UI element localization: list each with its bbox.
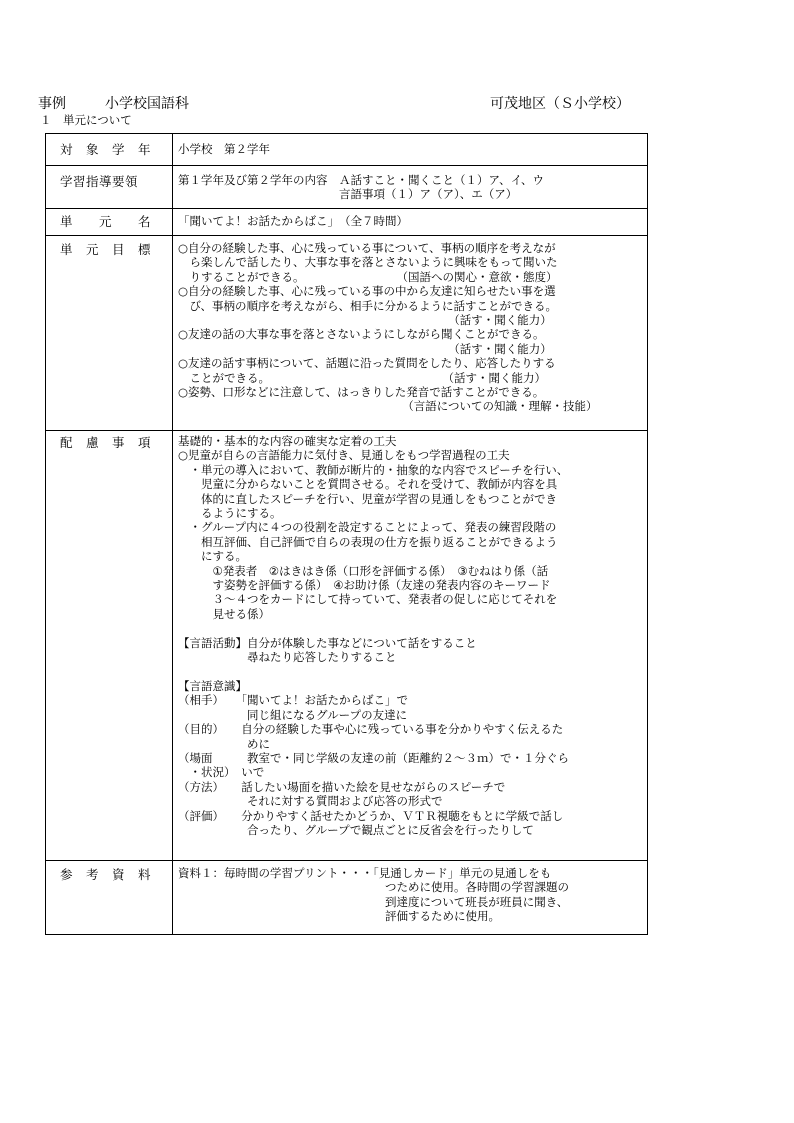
content-line: ○自分の経験した事、心に残っている事について、事柄の順序を考えなが: [178, 241, 556, 255]
table-row: [46, 166, 648, 209]
content-line: ことができる。 （話す・聞く能力）: [178, 370, 546, 385]
content-line: 到達度について班長が班員に聞き、: [178, 894, 569, 909]
content-line: 見せる係）: [178, 606, 270, 621]
table-row: [46, 431, 648, 861]
row-content-cell: [173, 209, 648, 236]
content-line: ○児童が自らの言語能力に気付き、見通しをもつ学習過程の工夫: [178, 448, 510, 463]
content-line: 言語事項（１）ア（ア）、エ（ア）: [178, 187, 518, 202]
content-line: にする。: [178, 549, 247, 564]
case-label: 事例: [38, 96, 66, 112]
row-label: 配 慮 事 項: [60, 435, 152, 450]
content-line: ３～４つをカードにして持っていて、発表者の促しに応じてそれを: [178, 592, 558, 607]
content-line: び、事柄の順序を考えながら、相手に分かるように話すことができる。: [178, 298, 558, 313]
school-subject: 小学校国語科: [105, 96, 189, 112]
unit-table: [45, 133, 648, 935]
row-content-cell: [173, 861, 648, 935]
content-line: つために使用。各時間の学習課題の: [178, 880, 569, 895]
content-line: [178, 621, 643, 635]
content-line: 【言語意識】: [178, 678, 247, 693]
row-label: 参 考 資 料: [60, 867, 152, 882]
content-line: （場面 教室で・同じ学級の友達の前（距離約２～３ｍ）で・１分ぐら: [178, 750, 569, 765]
row-label: 対 象 学 年: [60, 142, 152, 157]
content-line: 合ったり、グループで観点ごとに反省会を行ったりして: [178, 822, 534, 837]
content-line: [178, 665, 643, 679]
row-label-cell: [46, 236, 173, 431]
content-line: ○友達の話の大事な事を落とさないようにしながら聞くことができる。: [178, 327, 545, 342]
content-line: （言語についての知識・理解・技能）: [178, 399, 598, 414]
row-label-cell: [46, 209, 173, 236]
content-line: （評価） 分かりやすく話せたかどうか、ＶＴＲ視聴をもとに学級で話し: [178, 808, 564, 823]
content-line: ①発表者 ②はきはき係（口形を評価する係） ③むねはり係（話: [178, 563, 549, 578]
content-line: ら楽しんで話したり、大事な事を落とさないように興味をもって聞いた: [178, 255, 558, 270]
row-content-cell: [173, 431, 648, 861]
content-line: 児童に分からないことを質問させる。それを受けて、教師が内容を具: [178, 477, 558, 492]
region-school: 可茂地区（Ｓ小学校）: [490, 96, 630, 112]
content-line: 同じ組になるグループの友達に: [178, 707, 408, 722]
row-label-cell: [46, 431, 173, 861]
content-line: ○自分の経験した事、心に残っている事の中から友達に知らせたい事を選: [178, 284, 556, 299]
content-line: ・単元の導入において、教師が断片的・抽象的な内容でスピーチを行い、: [178, 462, 569, 477]
content-line: （方法） 話したい場面を描いた絵を見せながらのスピーチで: [178, 779, 506, 794]
content-line: 基礎的・基本的な内容の確実な定着の工夫: [178, 434, 397, 448]
content-line: 第１学年及び第２学年の内容 Ａ話すこと・聞くこと（１）ア、イ、ウ: [178, 173, 545, 187]
row-label-cell: [46, 134, 173, 166]
table-row: [46, 209, 648, 236]
row-label: 単 元 目 標: [60, 242, 152, 257]
content-line: （相手） 「聞いてよ！お話たからばこ」で: [178, 693, 408, 708]
row-content-cell: [173, 134, 648, 166]
row-label-cell: [46, 861, 173, 935]
content-line: （目的） 自分の経験した事や心に残っている事を分かりやすく伝えるた: [178, 722, 564, 737]
content-line: 「聞いてよ！お話たからばこ」 （全７時間）: [178, 214, 408, 228]
content-line: 評価するために使用。: [178, 909, 500, 924]
row-content-cell: [173, 166, 648, 209]
content-line: 体的に直したスピーチを行い、児童が学習の見通しをもつことができ: [178, 491, 558, 506]
content-line: るようにする。: [178, 506, 282, 521]
content-line: す姿勢を評価する係） ④お助け係（友達の発表内容のキーワード: [178, 578, 551, 593]
content-line: ・状況） いで: [178, 765, 265, 780]
table-row: [46, 236, 648, 431]
row-label: 単 元 名: [60, 214, 152, 229]
table-row: [46, 861, 648, 935]
content-line: 小学校 第２学年: [178, 142, 270, 156]
row-label-cell: [46, 166, 173, 209]
content-line: （話す・聞く能力）: [178, 313, 552, 328]
content-line: 資料１：毎時間の学習プリント・・・「見通しカード」単元の見通しをも: [178, 866, 552, 880]
content-line: （話す・聞く能力）: [178, 341, 552, 356]
content-line: めに: [178, 736, 270, 751]
content-line: 尋ねたり応答したりすること: [178, 650, 397, 665]
content-line: それに対する質問および応答の形式で: [178, 794, 443, 809]
content-line: ・グループ内に４つの役割を設定することによって、発表の練習段階の: [178, 520, 557, 535]
content-line: ○友達の話す事柄について、話題に沿った質問をしたり、応答したりする: [178, 356, 556, 371]
content-line: 相互評価、自己評価で自らの表現の仕方を振り返ることができるよう: [178, 534, 558, 549]
content-line: ○姿勢、口形などに注意して、はっきりした発音で話すことができる。: [178, 385, 545, 400]
content-line: りすることができる。 （国語への関心・意欲・態度）: [178, 269, 558, 284]
row-label: 学習指導要領: [60, 174, 139, 189]
content-line: 【言語活動】自分が体験した事などについて話をすること: [178, 635, 477, 650]
row-content-cell: [173, 236, 648, 431]
section-title: １ 単元について: [40, 113, 132, 127]
table-row: [46, 134, 648, 166]
